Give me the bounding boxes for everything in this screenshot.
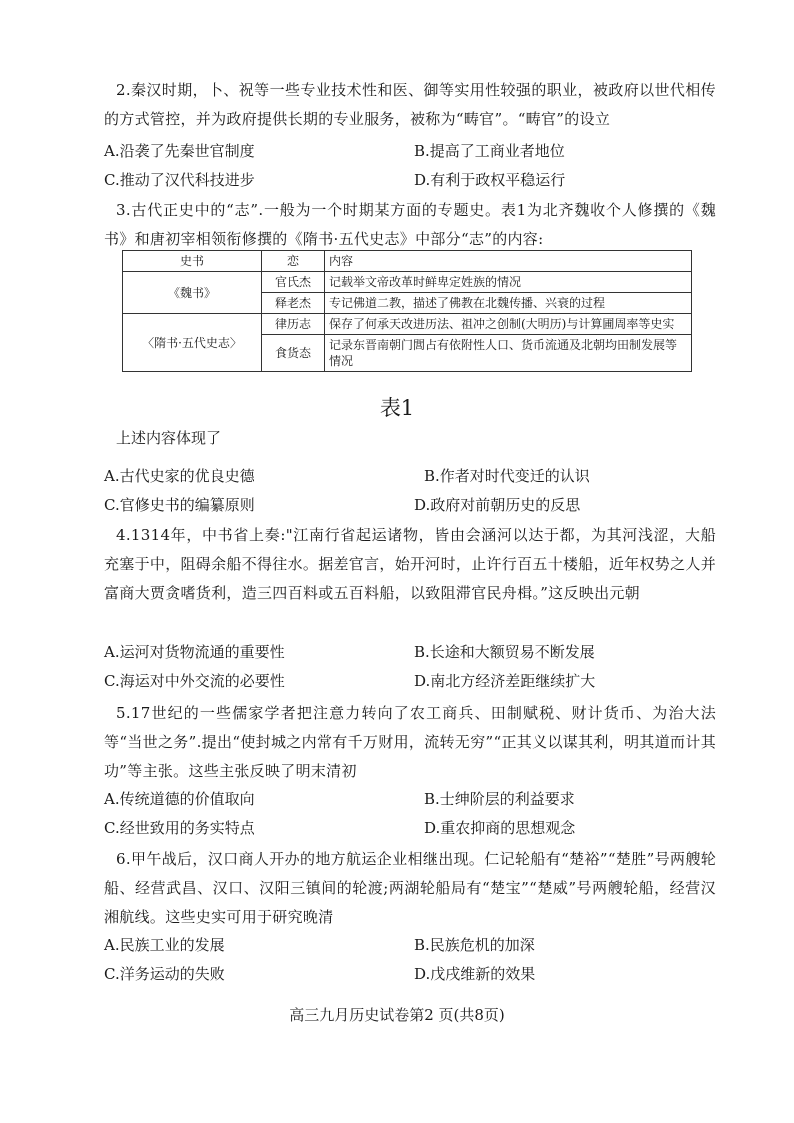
question-6-option-b: B.民族危机的加深 — [414, 936, 535, 954]
history-table — [122, 250, 692, 372]
table-cell-zhi: 律历志 — [262, 314, 325, 335]
question-5-option-c: C.经世致用的务实特点 — [104, 819, 255, 837]
question-4-option-b: B.长途和大额贸易不断发展 — [414, 643, 595, 661]
table-cell-content: 记载举文帝改革时鲜卑定姓族的情况 — [325, 272, 692, 293]
question-2-option-a: A.沿袭了先秦世官制度 — [104, 142, 255, 160]
question-4-option-d: D.南北方经济差距继续扩大 — [414, 672, 596, 690]
question-3-stem: 3.古代正史中的“志”.一般为一个时期某方面的专题史。表1为北齐魏收个人修撰的《魏书》和唐初宰相领衔修撰的《隋书·五代史志》中部分“志”的内容: — [104, 201, 716, 248]
table-row — [123, 272, 692, 293]
table-cell-zhi: 释老杰 — [262, 293, 325, 314]
page-footer: 高三九月历史试卷第2 页(共8页) — [289, 1006, 505, 1024]
table-header-row — [123, 251, 692, 272]
question-5-option-d: D.重农抑商的思想观念 — [424, 819, 576, 837]
table-row — [123, 314, 692, 335]
table-cell-content: 保存了何承天改进历法、祖冲之创制(大明历)与计算圃周率等史实 — [325, 314, 692, 335]
question-3-option-b: B.作者对时代变迁的认识 — [424, 467, 590, 485]
question-6-option-a: A.民族工业的发展 — [104, 936, 225, 954]
question-2-stem: 2.秦汉时期，卜、祝等一些专业技术性和医、御等实用性较强的职业，被政府以世代相传的方式管控，并为政府提供长期的专业服务，被称为“畴官”。“畴官”的设立 — [104, 81, 716, 128]
question-4-stem: 4.1314年，中书省上奏:"江南行省起运诸物，皆由会涵河以达于都，为其河浅涩，大船充塞于中，阻碍余船不得往水。据差官言，始开河时，止许行百五十楼船，近年权势之人并富商大贾贪嗜货利，造三四百料或五百料船，以致阻滞官民舟楫。”这反映出元朝 — [104, 526, 717, 602]
table-header-content: 内容 — [325, 251, 692, 272]
question-3-option-d: D.政府对前朝历史的反思 — [414, 496, 581, 514]
table-caption: 表1 — [379, 396, 415, 420]
question-5-option-b: B.士绅阶层的利益要求 — [424, 790, 575, 808]
table-cell-content: 专记佛道二教，描述了佛教在北魏传播、兴衰的过程 — [325, 293, 692, 314]
table-cell-book: 《魏书》 — [123, 272, 262, 314]
question-4-option-c: C.海运对中外交流的必要性 — [104, 672, 285, 690]
table-cell-content: 记录东晋南朝门閭占有依附性人口、货币流通及北朝均田制发展等情况 — [325, 335, 692, 372]
question-6-stem: 6.甲午战后，汉口商人开办的地方航运企业相继出现。仁记轮船有“楚裕”“楚胜”号两艘轮船、经营武昌、汉口、汉阳三镇间的轮渡;两湖轮船局有“楚宝”“楚威”号两艘轮船，经营汉湘航线。这些史实可用于研究晚清 — [104, 850, 716, 926]
question-3-lead: 上述内容体现了 — [116, 429, 222, 447]
question-6-option-d: D.戊戌维新的效果 — [414, 965, 536, 983]
question-5-option-a: A.传统道德的价值取向 — [104, 790, 255, 808]
question-3-option-a: A.古代史家的优良史德 — [104, 467, 255, 485]
table-header-zhi: 恋 — [262, 251, 325, 272]
table-cell-book: 〈隋书·五代史志〉 — [123, 314, 262, 372]
question-2-option-b: B.提高了工商业者地位 — [414, 142, 565, 160]
table-header-book: 史书 — [123, 251, 262, 272]
question-5-stem: 5.17世纪的一些儒家学者把注意力转向了农工商兵、田制赋税、财计货币、为治大法等“当世之务”.提出“使封城之内常有千万财用，流转无穷”“正其义以谋其利，明其道而计其功”等主张。这些主张反映了明末清初 — [104, 704, 716, 780]
table-cell-zhi: 官氏杰 — [262, 272, 325, 293]
question-2-option-c: C.推动了汉代科技进步 — [104, 171, 255, 189]
question-2-option-d: D.有利于政权平稳运行 — [414, 171, 566, 189]
question-4-option-a: A.运河对货物流通的重要性 — [104, 643, 285, 661]
table-cell-zhi: 食货态 — [262, 335, 325, 372]
question-6-option-c: C.洋务运动的失败 — [104, 965, 225, 983]
question-3-option-c: C.官修史书的编纂原则 — [104, 496, 255, 514]
